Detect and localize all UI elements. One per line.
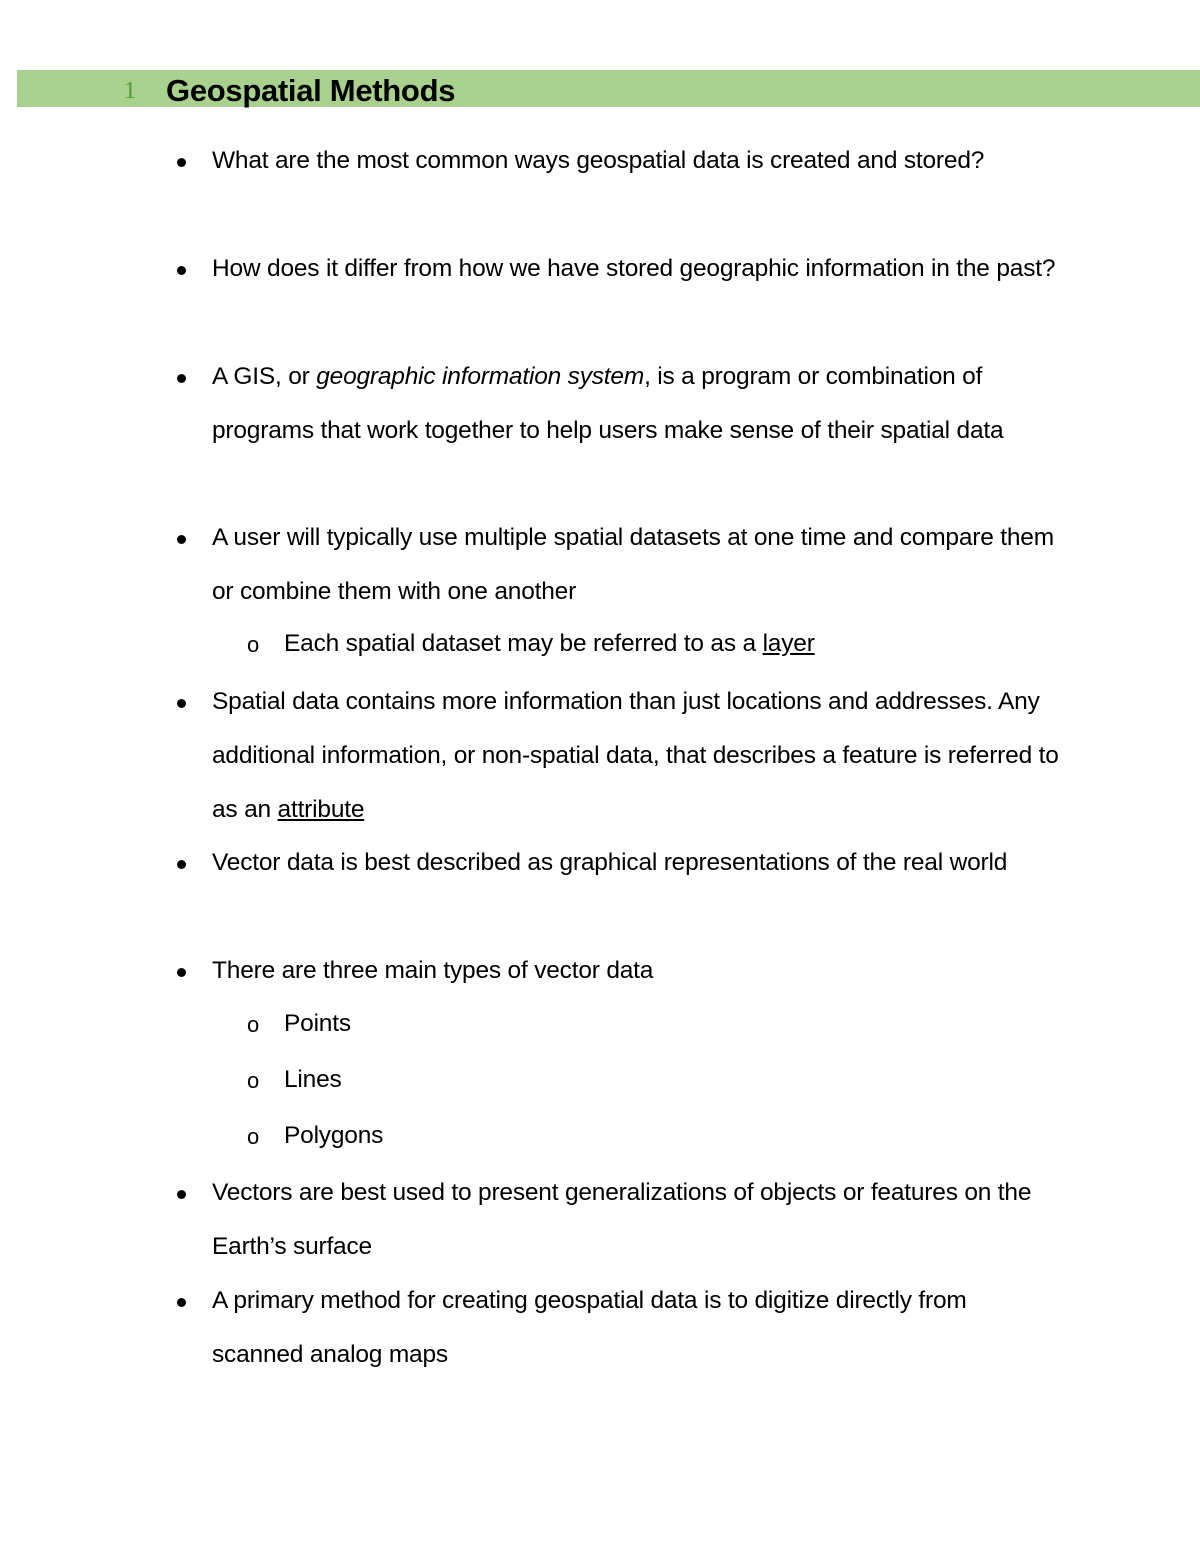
bullet-icon	[172, 249, 190, 289]
bullet-icon	[172, 141, 190, 181]
sub-bullet-icon: o	[247, 632, 260, 657]
sub-list-item	[284, 624, 1064, 664]
list-item-text: , is a program or combination of programs that work together to help users make sense of their spatial data	[212, 363, 1004, 444]
sub-list-item: Lines	[284, 1066, 342, 1093]
bullet-icon	[172, 1281, 190, 1321]
list-item: Vectors are best used to present generalizations of objects or features on the Earth’s surface	[212, 1179, 1032, 1260]
italic-term: geographic information system	[316, 363, 645, 390]
heading-number: 1	[124, 78, 136, 104]
sub-bullet-icon: o	[247, 1124, 260, 1149]
list-item: How does it differ from how we have stored geographic information in the past?	[212, 255, 1056, 282]
list-item	[212, 675, 1062, 837]
sub-bullet-icon: o	[247, 1012, 260, 1037]
underlined-term: attribute	[277, 795, 365, 823]
list-item	[212, 350, 1062, 458]
list-item: A primary method for creating geospatial data is to digitize directly from scanned analog maps	[212, 1287, 967, 1368]
bullet-icon	[172, 1173, 190, 1213]
bullet-icon	[172, 951, 190, 991]
page-title: Geospatial Methods	[166, 73, 456, 108]
list-item-text: Each spatial dataset may be referred to as a	[284, 630, 763, 657]
list-item: Vector data is best described as graphical representations of the real world	[212, 849, 1008, 876]
underlined-term: layer	[762, 630, 815, 657]
bullet-icon	[172, 843, 190, 883]
list-item: There are three main types of vector data	[212, 957, 654, 984]
list-item-text: A GIS, or	[212, 363, 317, 390]
sub-bullet-icon: o	[247, 1068, 260, 1093]
list-item: What are the most common ways geospatial data is created and stored?	[212, 147, 985, 174]
sub-list-item: Polygons	[284, 1122, 384, 1149]
sub-list-item: Points	[284, 1010, 351, 1037]
bullet-icon	[172, 357, 190, 397]
bullet-icon	[172, 518, 190, 558]
list-item-text: Spatial data contains more information than just locations and addresses. Any additional information, or non-spatial data, that describes a feature is referred to as an	[212, 688, 1059, 823]
bullet-icon	[172, 682, 190, 722]
list-item: A user will typically use multiple spatial datasets at one time and compare them or combine them with one another	[212, 524, 1054, 605]
